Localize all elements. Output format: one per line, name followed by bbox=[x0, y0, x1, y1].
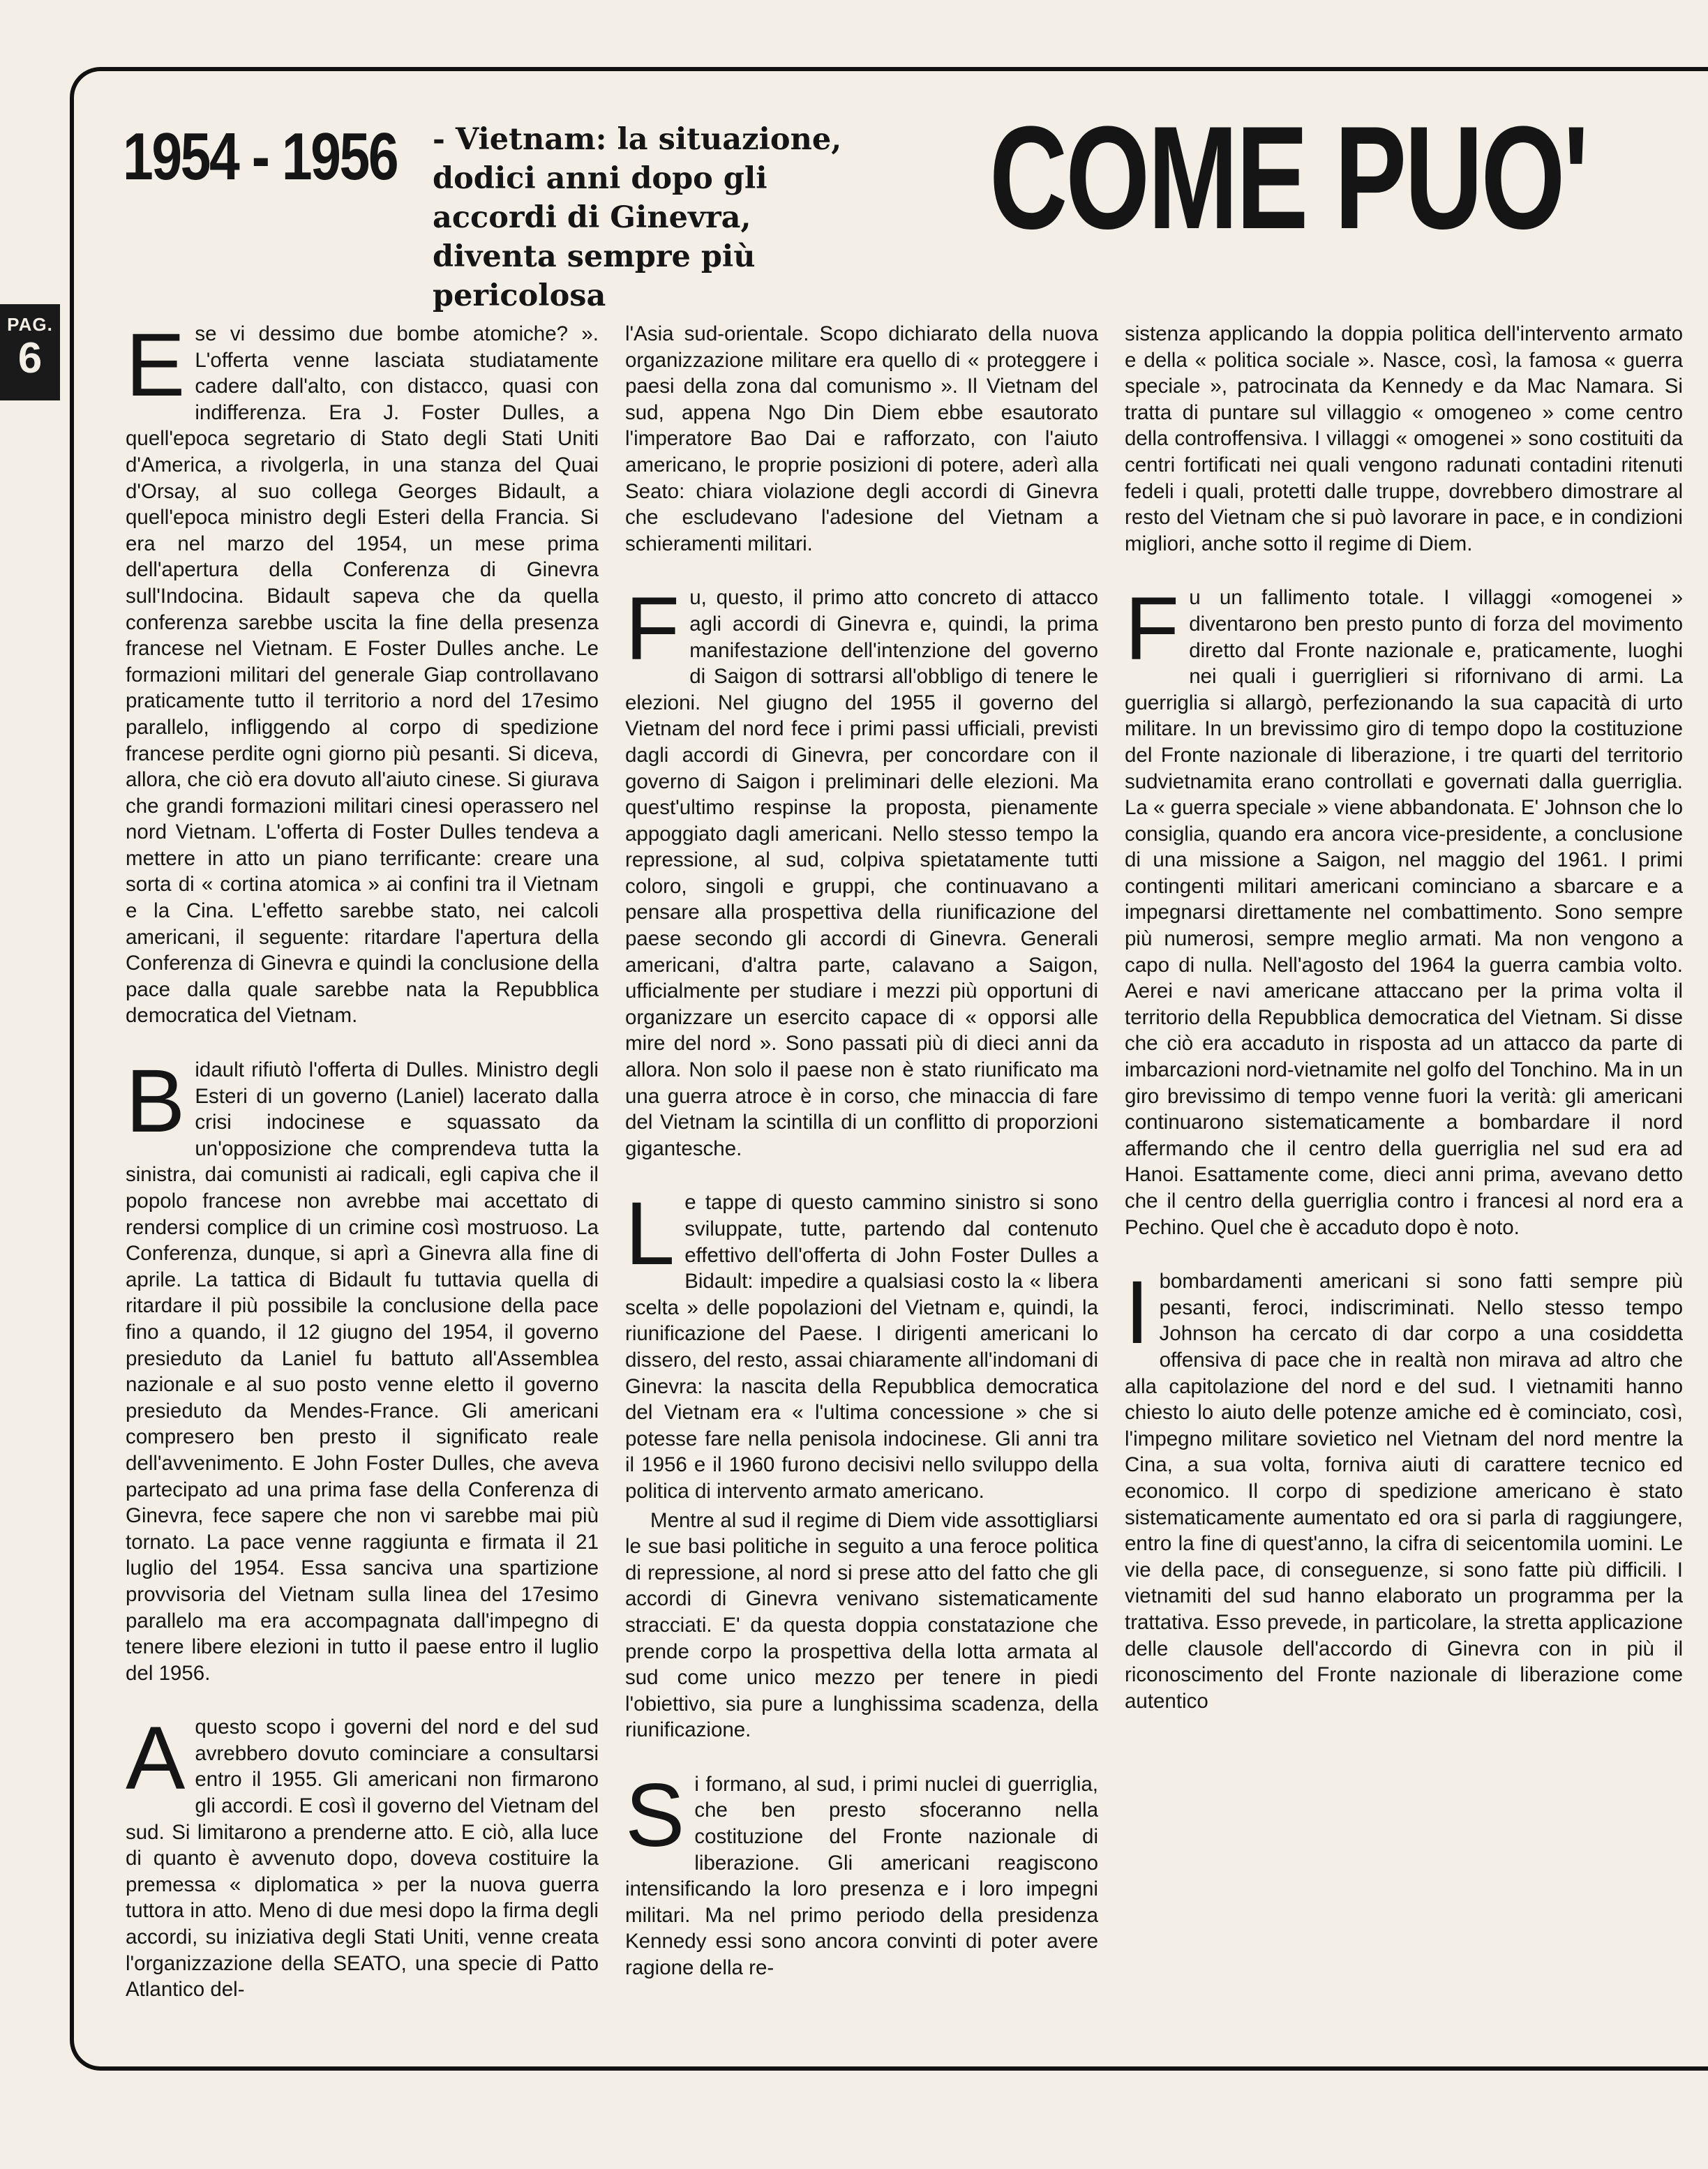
paragraph bbox=[625, 1508, 1098, 1743]
paragraph bbox=[625, 1765, 1098, 1981]
paragraph bbox=[1125, 1263, 1683, 1714]
paragraph bbox=[1125, 321, 1683, 557]
paragraph-text: questo scopo i governi del nord e del sud avrebbero dovuto cominciare a consultarsi entro il 1955. Gli americani non firmarono gli accordi. E così il governo del Vietnam del sud. Si limitarono a prenderne atto. E ciò, alla luce di quanto è avvenuto dopo, doveva costituire la premessa « diplomatica » per la nuova guerra tuttora in atto. Meno di due mesi dopo la firma degli accordi, su iniziativa degli Stati Uniti, venne creata l'organizzazione della SEATO, una specie di Patto Atlantico del- bbox=[126, 1716, 599, 2002]
paragraph bbox=[625, 321, 1098, 557]
years-heading: 1954 - 1956 bbox=[123, 119, 398, 194]
drop-cap: A bbox=[126, 1709, 186, 1809]
paragraph-text: Mentre al sud il regime di Diem vide assottigliarsi le sue basi politiche in seguito a una feroce politica di repressione, al nord si prese atto del fatto che gli accordi di Ginevra venivano sistematicamente stracciati. E' da questa doppia constatazione che prende corpo la prospettiva della lotta armata al sud come unico mezzo per tenere in piedi l'obiettivo, sia pure a lunghissima scadenza, della riunificazione. bbox=[625, 1508, 1098, 1742]
paragraph-text: sistenza applicando la doppia politica dell'intervento armato e della « politica sociale ». Nasce, così, la famosa « guerra speciale », patrocinata da Kennedy e da Mac Namara. Si tratta di puntare sul villaggio « omogeneo » come centro della controffensiva. I villaggi « omogenei » sono costituiti da centri fortificati nei quali vengono radunati contadini ritenuti fedeli i quali, protetti dalle truppe, dovrebbero dimostrare al resto del Vietnam che si può lavorare in pace, e in condizioni migliori, anche sotto il regime di Diem. bbox=[1125, 322, 1683, 555]
paragraph-text: se vi dessimo due bombe atomiche? ». L'offerta venne lasciata studiatamente cadere dall'alto, con distacco, quasi con indifferenza. Era J. Foster Dulles, a quell'epoca segretario di Stato degli Stati Uniti d'America, a rivolgerla, in una stanza del Quai d'Orsay, al suo collega Georges Bidault, a quell'epoca ministro degli Esteri della Francia. Si era nel marzo del 1954, un mese prima dell'apertura della Conferenza di Ginevra sull'Indocina. Bidault sapeva che da quella conferenza sarebbe uscita la fine della presenza francese nel Vietnam. E Foster Dulles anche. Le formazioni militari del generale Giap controllavano praticamente tutto il territorio a nord del 17esimo parallelo, infliggendo al corpo di spedizione francese perdite ogni giorno più pesanti. Si diceva, allora, che ciò era dovuto all'aiuto cinese. Si giurava che grandi formazioni militari cinesi operassero nel nord Vietnam. L'offerta di Foster Dulles tendeva a mettere in atto un piano terrificante: creare una sorta di « cortina atomica » ai confini tra il Vietnam e la Cina. L'effetto sarebbe stato, nei calcoli americani, il seguente: ritardare l'apertura della Conferenza di Ginevra e quindi la conclusione della pace dalla quale sarebbe nata la Repubblica democratica del Vietnam. bbox=[126, 322, 599, 1028]
drop-cap: E bbox=[126, 315, 186, 415]
article-title: COME PUO' bbox=[989, 96, 1587, 260]
paragraph bbox=[1125, 579, 1683, 1240]
page-number-tab bbox=[0, 304, 60, 400]
paragraph bbox=[126, 1051, 599, 1686]
drop-cap: B bbox=[126, 1051, 186, 1152]
drop-cap: S bbox=[625, 1765, 685, 1866]
column-1 bbox=[126, 315, 599, 2031]
paragraph-text: bombardamenti americani si sono fatti sempre più pesanti, feroci, indiscriminati. Nello stesso tempo Johnson ha cercato di dar corpo a una cosiddetta offensiva di pace che in realtà non mirava ad altro che alla capitolazione del nord e del sud. I vietnamiti hanno chiesto lo aiuto delle potenze amiche ed è cominciato, così, l'impegno militare sovietico nel Vietnam del nord mentre la Cina, a sua volta, forniva aiuti di carattere tecnico ed economico. Il corpo di spedizione americano è stato sistematicamente aumentato ed ora si parla di raggiungere, entro la fine di quest'anno, la cifra di seicentomila uomini. Le vie della pace, di conseguenze, si sono fatte più difficili. I vietnamiti del sud hanno elaborato un programma per la trattativa. Esso prevede, in particolare, la stretta applicazione delle clausole dell'accordo di Ginevra con in più il riconoscimento del Fronte nazionale di liberazione come autentico bbox=[1125, 1270, 1683, 1713]
paragraph bbox=[126, 315, 599, 1029]
paragraph bbox=[126, 1709, 599, 2003]
page-label: PAG. bbox=[7, 314, 53, 335]
drop-cap: F bbox=[625, 579, 680, 680]
paragraph-text: e tappe di questo cammino sinistro si sono sviluppate, tutte, partendo dal contenuto effettivo dell'offerta di John Foster Dulles a Bidault: impedire a qualsiasi costo la « libera scelta » delle popolazioni del Vietnam e, quindi, la riunificazione del Paese. I dirigenti americani lo dissero, del resto, assai chiaramente all'indomani di Ginevra: la nascita della Repubblica democratica del Vietnam era « l'ultima concessione » che si potesse fare nella penisola indocinese. Gli anni tra il 1956 e il 1960 furono decisivi nello sviluppo della politica di intervento armato americano. bbox=[625, 1191, 1098, 1503]
drop-cap: F bbox=[1125, 579, 1180, 680]
paragraph-text: u, questo, il primo atto concreto di attacco agli accordi di Ginevra e, quindi, la prima manifestazione dell'intenzione del governo di Saigon di sottrarsi all'obbligo di tenere le elezioni. Nel giugno del 1955 il governo del Vietnam del nord fece i primi passi ufficiali, previsti dagli accordi di Ginevra, per concordare con il governo di Saigon i preliminari delle elezioni. Ma quest'ultimo respinse la proposta, pienamente appoggiato dagli americani. Nello stesso tempo la repressione, al sud, colpiva spietatamente tutti coloro, singoli e gruppi, che continuavano a pensare alla prospettiva della riunificazione del paese secondo gli accordi di Ginevra. Generali americani, d'altra parte, calavano a Saigon, ufficialmente per studiare i mezzi più opportuni di organizzare un esercito capace di « opporsi alle mire del nord ». Sono passati più di dieci anni da allora. Non solo il paese non è stato riunificato ma una guerra atroce è in corso, che minaccia di fare del Vietnam la scintilla di un conflitto di proporzioni gigantesche. bbox=[625, 586, 1098, 1160]
column-3 bbox=[1125, 321, 1683, 1742]
column-2 bbox=[625, 321, 1098, 2009]
drop-cap: L bbox=[625, 1184, 675, 1284]
paragraph-text: l'Asia sud-orientale. Scopo dichiarato della nuova organizzazione militare era quello di « proteggere i paesi della zona dal comunismo ». Il Vietnam del sud, appena Ngo Din Diem ebbe esautorato l'imperatore Bao Dai e rafforzato, con l'aiuto americano, le proprie posizioni di potere, aderì alla Seato: chiara violazione degli accordi di Ginevra che escludevano l'adesione del Vietnam a schieramenti militari. bbox=[625, 322, 1098, 555]
drop-cap: I bbox=[1125, 1263, 1150, 1363]
article-subtitle: - Vietnam: la situazione, dodici anni dopo gli accordi di Ginevra, diventa sempre più pericolosa bbox=[433, 122, 842, 313]
paragraph bbox=[625, 1184, 1098, 1504]
paragraph bbox=[625, 579, 1098, 1162]
paragraph-text: u un fallimento totale. I villaggi «omogenei » diventarono ben presto punto di forza del movimento diretto dal Fronte nazionale e, praticamente, luoghi nei quali i guerriglieri si rifornivano di armi. La guerriglia si allargò, perfezionando la sua capacità di urto militare. In un brevissimo giro di tempo dopo la costituzione del Fronte nazionale di liberazione, i tre quarti del territorio sudvietnamita erano controllati e governati dalla guerriglia. La « guerra speciale » viene abbandonata. E' Johnson che lo consiglia, quando era ancora vice-presidente, a conclusione di una missione a Saigon, nel maggio del 1961. I primi contingenti militari americani cominciano a sbarcare e a impegnarsi direttamente nel combattimento. Sono sempre più numerosi, sempre meglio armati. Ma non vengono a capo di nulla. Nell'agosto del 1964 la guerra cambia volto. Aerei e navi americane attaccano per la prima volta il territorio della Repubblica democratica del Vietnam. Si disse che ciò era accaduto in risposta ad un attacco da parte di imbarcazioni nord-vietnamite nel golfo del Tonchino. Ma in un giro brevissimo di tempo venne fuori la verità: gli americani continuarono sistematicamente a bombardare il nord affermando che il centro della guerriglia nel sud era ad Hanoi. Esattamente come, dieci anni prima, avevano detto che il centro della guerriglia contro i francesi al nord era a Pechino. Quel che è accaduto dopo è noto. bbox=[1125, 586, 1683, 1239]
page-number: 6 bbox=[17, 334, 43, 382]
paragraph-text: i formano, al sud, i primi nuclei di guerriglia, che ben presto sfoceranno nella costituzione del Fronte nazionale di liberazione. Gli americani reagiscono intensificando la loro presenza e i loro impegni militari. Ma nel primo periodo della presidenza Kennedy essi sono ancora convinti di poter avere ragione della re- bbox=[625, 1772, 1098, 1980]
paragraph-text: idault rifiutò l'offerta di Dulles. Ministro degli Esteri di un governo (Laniel) lacerato dalla crisi indocinese e squassato da un'opposizione che comprendeva tutta la sinistra, dai comunisti ai radicali, egli capiva che il popolo francese non avrebbe mai accettato di rendersi complice di un crimine così mostruoso. La Conferenza, dunque, si aprì a Ginevra alla fine di aprile. La tattica di Bidault fu tuttavia quella di ritardare il più possibile la conclusione della pace fino a quando, il 12 giugno del 1954, il governo presieduto da Laniel fu battuto all'Assemblea nazionale e al suo posto venne eletto il governo presieduto da Mendes-France. Gli americani compresero ben presto il significato reale dell'avvenimento. E John Foster Dulles, che aveva partecipato ad una prima fase della Conferenza di Ginevra, fece sapere che non vi sarebbe mai più tornato. La pace venne raggiunta e firmata il 21 luglio del 1954. Essa sanciva una spartizione provvisoria del Vietnam sulla linea del 17esimo parallelo ma era accompagnata dall'impegno di tenere libere elezioni in tutto il paese entro il luglio del 1956. bbox=[126, 1058, 599, 1685]
